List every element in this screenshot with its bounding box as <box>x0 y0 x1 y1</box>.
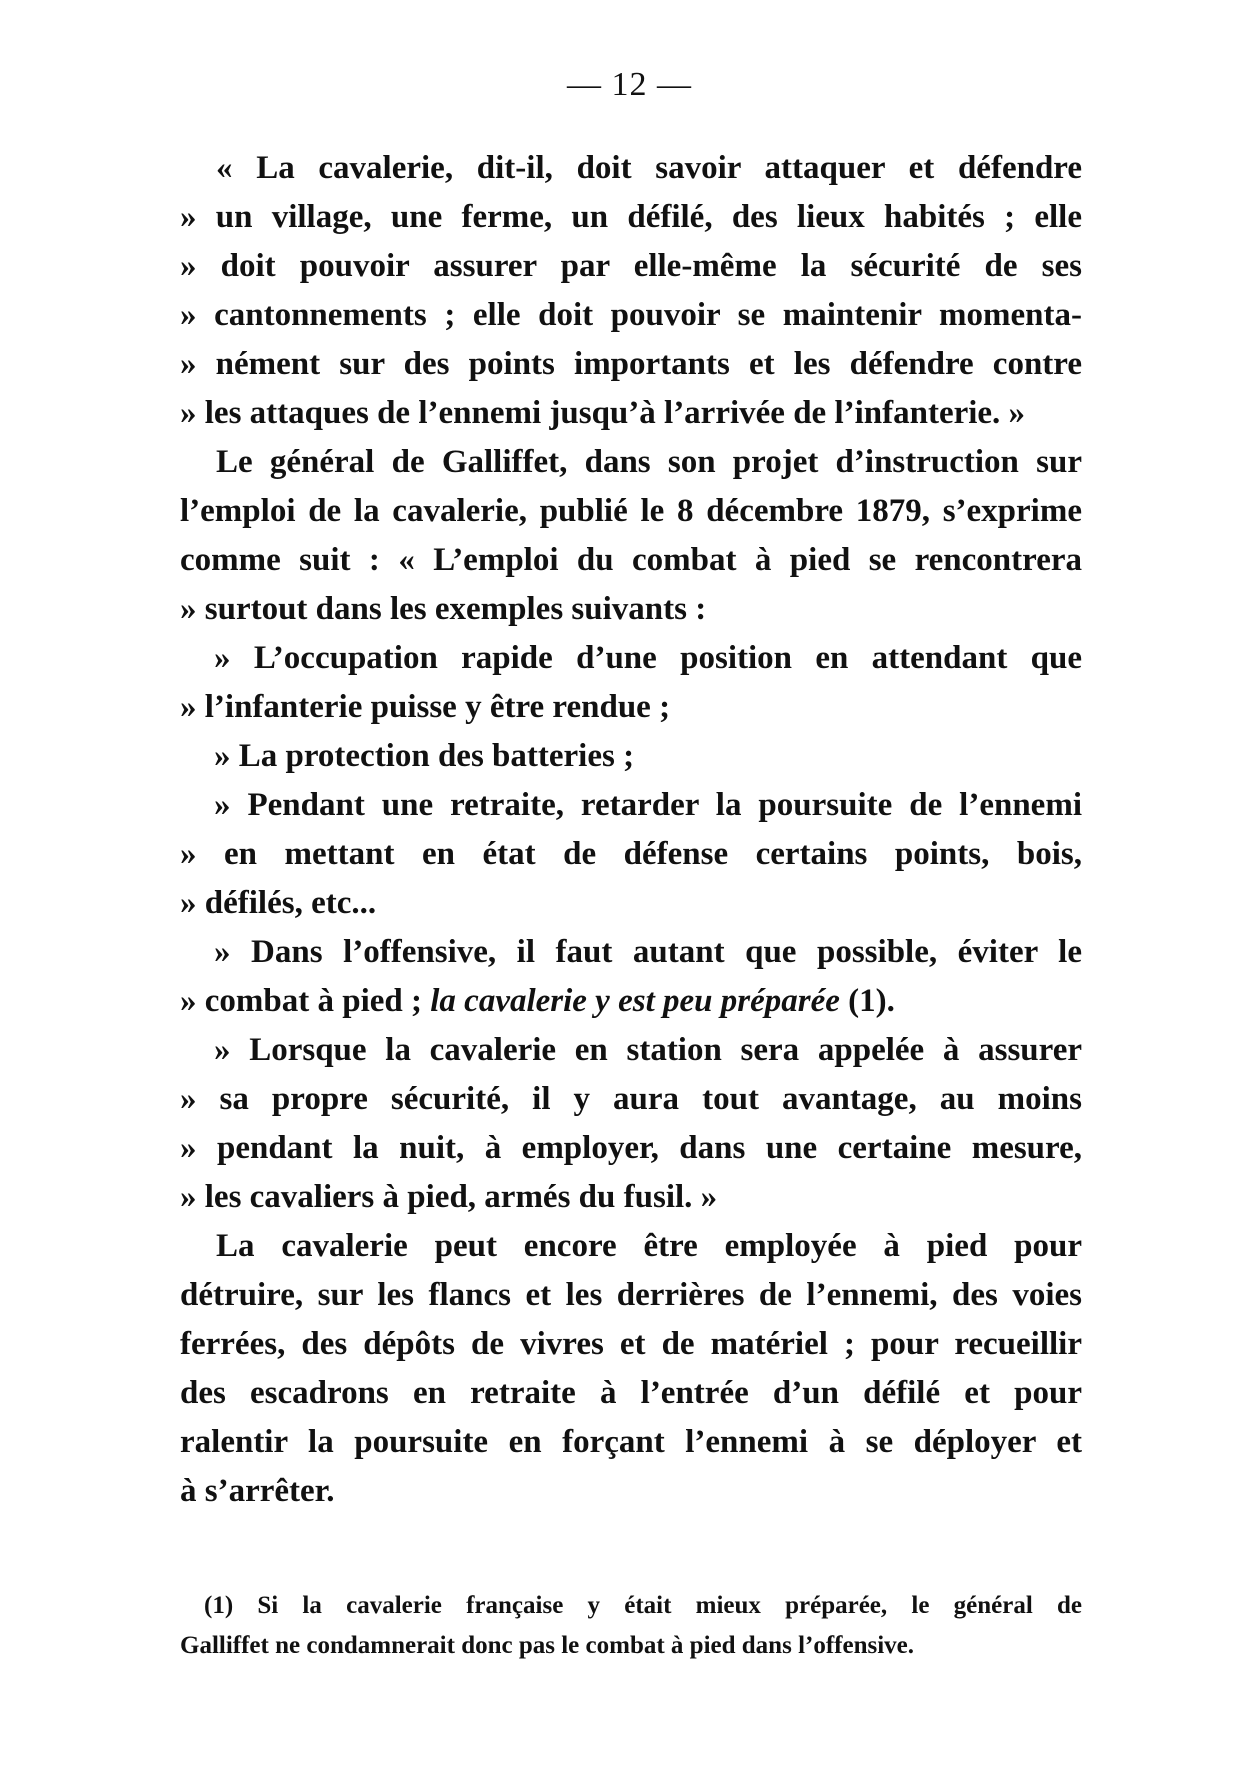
text-line: » sa propre sécurité, il y aura tout avantage, au moins <box>180 1081 1082 1117</box>
text-line: des escadrons en retraite à l’entrée d’un défilé et pour <box>180 1375 1082 1411</box>
text-line: détruire, sur les flancs et les derrières de l’ennemi, des voies <box>180 1277 1082 1313</box>
text-line: La cavalerie peut encore être employée à pied pour <box>216 1228 1082 1264</box>
text-line: ferrées, des dépôts de vivres et de matériel ; pour recueillir <box>180 1326 1082 1362</box>
text-line: » La protection des batteries ; <box>214 738 635 774</box>
text-line: » L’occupation rapide d’une position en attendant que <box>214 640 1082 676</box>
text-line: ralentir la poursuite en forçant l’ennemi à se déployer et <box>180 1424 1082 1460</box>
text-line: » pendant la nuit, à employer, dans une certaine mesure, <box>180 1130 1082 1166</box>
text-line: » nément sur des points importants et les défendre contre <box>180 346 1082 382</box>
text-line: comme suit : « L’emploi du combat à pied se rencontrera <box>180 542 1082 578</box>
footnote <box>180 1586 1082 1666</box>
text-line: » les attaques de l’ennemi jusqu’à l’arrivée de l’infanterie. » <box>180 395 1026 431</box>
text-line: » cantonnements ; elle doit pouvoir se maintenir momenta- <box>180 297 1082 333</box>
italic-emphasis: la cavalerie y est peu préparée <box>430 983 840 1019</box>
text-line: l’emploi de la cavalerie, publié le 8 décembre 1879, s’exprime <box>180 493 1082 529</box>
footnote-line: Galliffet ne condamnerait donc pas le combat à pied dans l’offensive. <box>180 1632 915 1659</box>
text-line: » défilés, etc... <box>180 885 377 921</box>
text-line: » Lorsque la cavalerie en station sera appelée à assurer <box>214 1032 1082 1068</box>
text-line: » Dans l’offensive, il faut autant que possible, éviter le <box>214 934 1082 970</box>
text-line: « La cavalerie, dit-il, doit savoir attaquer et défendre <box>216 150 1082 186</box>
text-line: » Pendant une retraite, retarder la poursuite de l’ennemi <box>214 787 1082 823</box>
text-line: Le général de Galliffet, dans son projet d’instruction sur <box>216 444 1082 480</box>
text-line: » doit pouvoir assurer par elle-même la sécurité de ses <box>180 248 1082 284</box>
text-line: » un village, une ferme, un défilé, des lieux habités ; elle <box>180 199 1082 235</box>
text-line: » en mettant en état de défense certains points, bois, <box>180 836 1082 872</box>
text-line: » les cavaliers à pied, armés du fusil. » <box>180 1179 718 1215</box>
text-segment: » combat à pied ; <box>180 983 422 1019</box>
text-line-mixed <box>180 977 1082 1026</box>
footnote-reference: (1). <box>848 983 895 1019</box>
page-number: — 12 — <box>567 66 692 103</box>
body-text <box>180 144 1082 1516</box>
text-line: » l’infanterie puisse y être rendue ; <box>180 689 671 725</box>
footnote-line: (1) Si la cavalerie française y était mieux préparée, le général de <box>204 1592 1082 1619</box>
text-line: » surtout dans les exemples suivants : <box>180 591 707 627</box>
text-line: à s’arrêter. <box>180 1473 335 1509</box>
